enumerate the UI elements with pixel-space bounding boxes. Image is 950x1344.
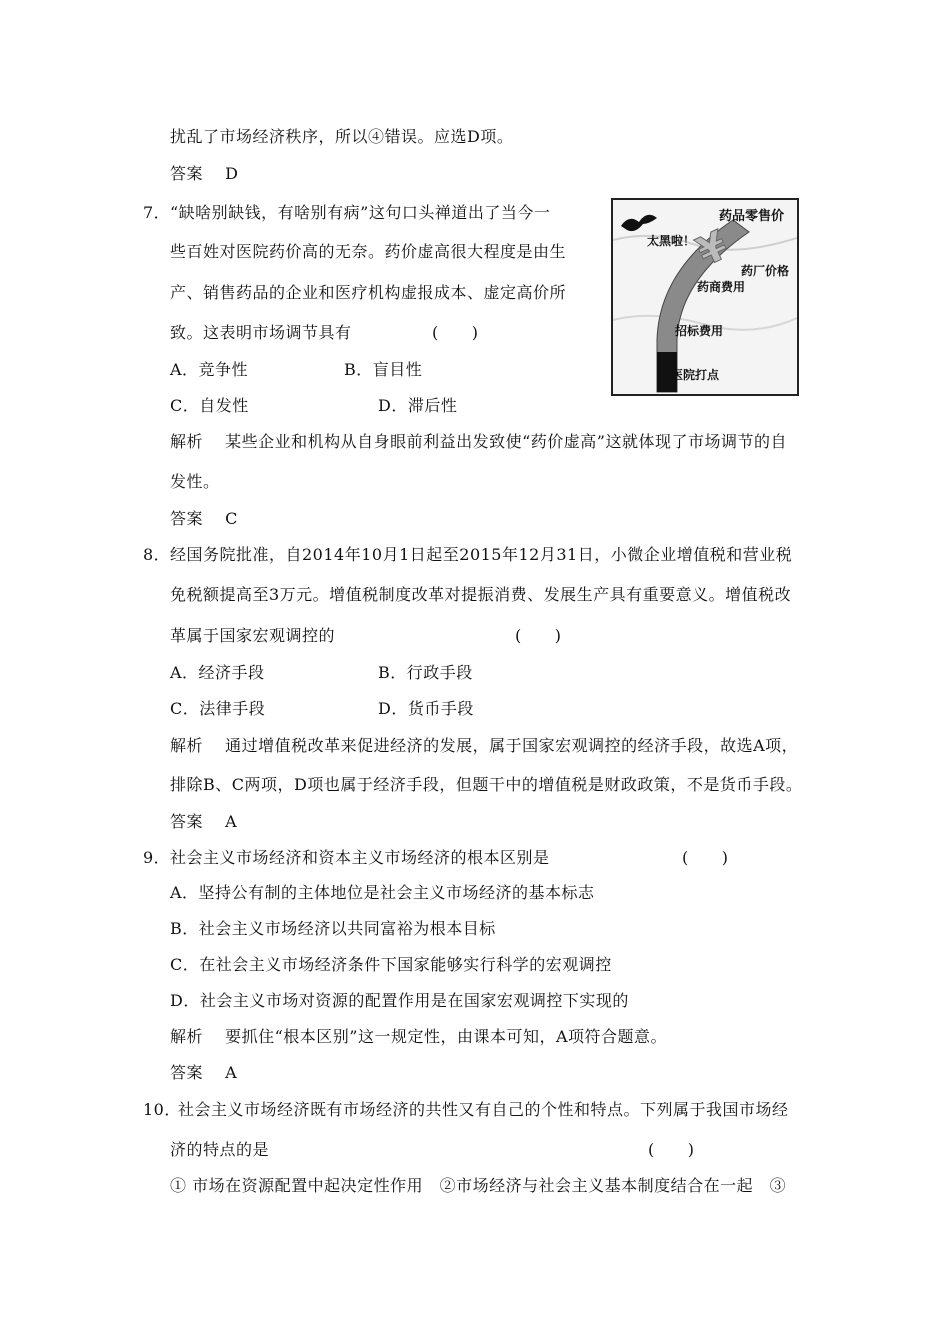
q9-stem: 社会主义市场经济和资本主义市场经济的根本区别是	[170, 848, 550, 867]
q10-stem-line-1: 社会主义市场经济既有市场经济的共性又有自己的个性和特点。下列属于我国市场经	[178, 1100, 789, 1119]
q7-option-c: C．自发性	[170, 396, 249, 415]
q8-answer: A	[225, 812, 238, 831]
q10-items: ① 市场在资源配置中起决定性作用 ②市场经济与社会主义基本制度结合在一起 ③	[170, 1176, 787, 1195]
q7-number: 7．	[143, 203, 171, 222]
q9-analysis-line	[170, 1027, 667, 1047]
q8-option-d: D．货币手段	[378, 699, 474, 718]
q8-stem-line-3: 革属于国家宏观调控的	[170, 626, 336, 645]
analysis-label: 解析	[170, 736, 204, 755]
q7-blank: ( )	[432, 323, 479, 342]
q8-analysis-line-2: 排除B、C两项，D项也属于经济手段，但题干中的增值税是财政政策，不是货币手段。	[170, 775, 803, 794]
q6-answer-line	[170, 164, 238, 184]
q8-stem-line-1: 经国务院批准，自2014年10月1日起至2015年12月31日，小微企业增值税和营业税	[170, 545, 793, 564]
q7-stem-line-4: 致。这表明市场调节具有	[170, 323, 352, 342]
q8-option-a: A．经济手段	[170, 663, 265, 682]
q10-stem-line-2: 济的特点的是	[170, 1140, 270, 1159]
svg-text:¥: ¥	[690, 222, 735, 276]
figure-bubble: 太黑啦！	[647, 234, 696, 248]
q6-continuation: 扰乱了市场经济秩序，所以④错误。应选D项。	[170, 127, 514, 146]
answer-label: 答案	[170, 1063, 204, 1082]
answer-label: 答案	[170, 509, 204, 528]
q8-option-b: B．行政手段	[378, 663, 473, 682]
q8-stem-line-2: 免税额提高至3万元。增值税制度改革对提振消费、发展生产具有重要意义。增值税改	[170, 585, 792, 604]
q10-blank: ( )	[648, 1140, 695, 1159]
q7-stem-line-3: 产、销售药品的企业和医疗机构虚报成本、虚定高价所	[170, 283, 567, 302]
q7-analysis-text: 某些企业和机构从自身眼前利益出发致使“药价虚高”这就体现了市场调节的自	[225, 432, 787, 451]
q9-blank: ( )	[682, 848, 729, 867]
q9-answer-line	[170, 1063, 237, 1083]
analysis-label: 解析	[170, 432, 204, 451]
q7-option-a: A．竞争性	[170, 360, 249, 379]
q7-option-d: D．滞后性	[378, 396, 458, 415]
q7-answer-line	[170, 509, 238, 529]
q7-analysis-line-2: 发性。	[170, 472, 220, 491]
price-arch-illustration	[613, 200, 797, 394]
q8-analysis-text: 通过增值税改革来促进经济的发展，属于国家宏观调控的经济手段，故选A项，	[225, 736, 799, 755]
figure-label-factory: 药厂价格	[741, 264, 790, 278]
q7-stem-line-1: “缺啥别缺钱，有啥别有病”这句口头禅道出了当今一	[170, 203, 551, 222]
figure-label-hospital: 医院打点	[671, 368, 720, 382]
q9-answer: A	[225, 1063, 238, 1082]
q6-answer: D	[225, 164, 239, 183]
q9-option-a: A．坚持公有制的主体地位是社会主义市场经济的基本标志	[170, 883, 595, 902]
answer-label: 答案	[170, 164, 204, 183]
figure-title: 药品零售价	[719, 209, 785, 224]
q8-answer-line	[170, 812, 237, 832]
q8-number: 8．	[143, 545, 171, 564]
q8-blank: ( )	[515, 626, 562, 645]
q10-number: 10．	[143, 1100, 181, 1119]
q9-option-d: D．社会主义市场对资源的配置作用是在国家宏观调控下实现的	[170, 991, 629, 1010]
drug-price-cartoon	[611, 198, 799, 396]
q8-analysis-line-1	[170, 736, 798, 756]
q7-stem-line-2: 些百姓对医院药价高的无奈。药价虚高很大程度是由生	[170, 242, 567, 261]
q9-number: 9．	[143, 848, 171, 867]
q7-answer: C	[225, 509, 238, 528]
q8-option-c: C．法律手段	[170, 699, 266, 718]
q7-option-b: B．盲目性	[344, 360, 423, 379]
q9-analysis-text: 要抓住“根本区别”这一规定性，由课本可知，A项符合题意。	[225, 1027, 668, 1046]
analysis-label: 解析	[170, 1027, 204, 1046]
q9-option-c: C．在社会主义市场经济条件下国家能够实行科学的宏观调控	[170, 955, 612, 974]
answer-label: 答案	[170, 812, 204, 831]
figure-label-tender: 招标费用	[675, 324, 724, 338]
q9-option-b: B．社会主义市场经济以共同富裕为根本目标	[170, 919, 496, 938]
q7-analysis-line-1	[170, 432, 787, 452]
figure-label-dealer: 药商费用	[697, 280, 746, 294]
